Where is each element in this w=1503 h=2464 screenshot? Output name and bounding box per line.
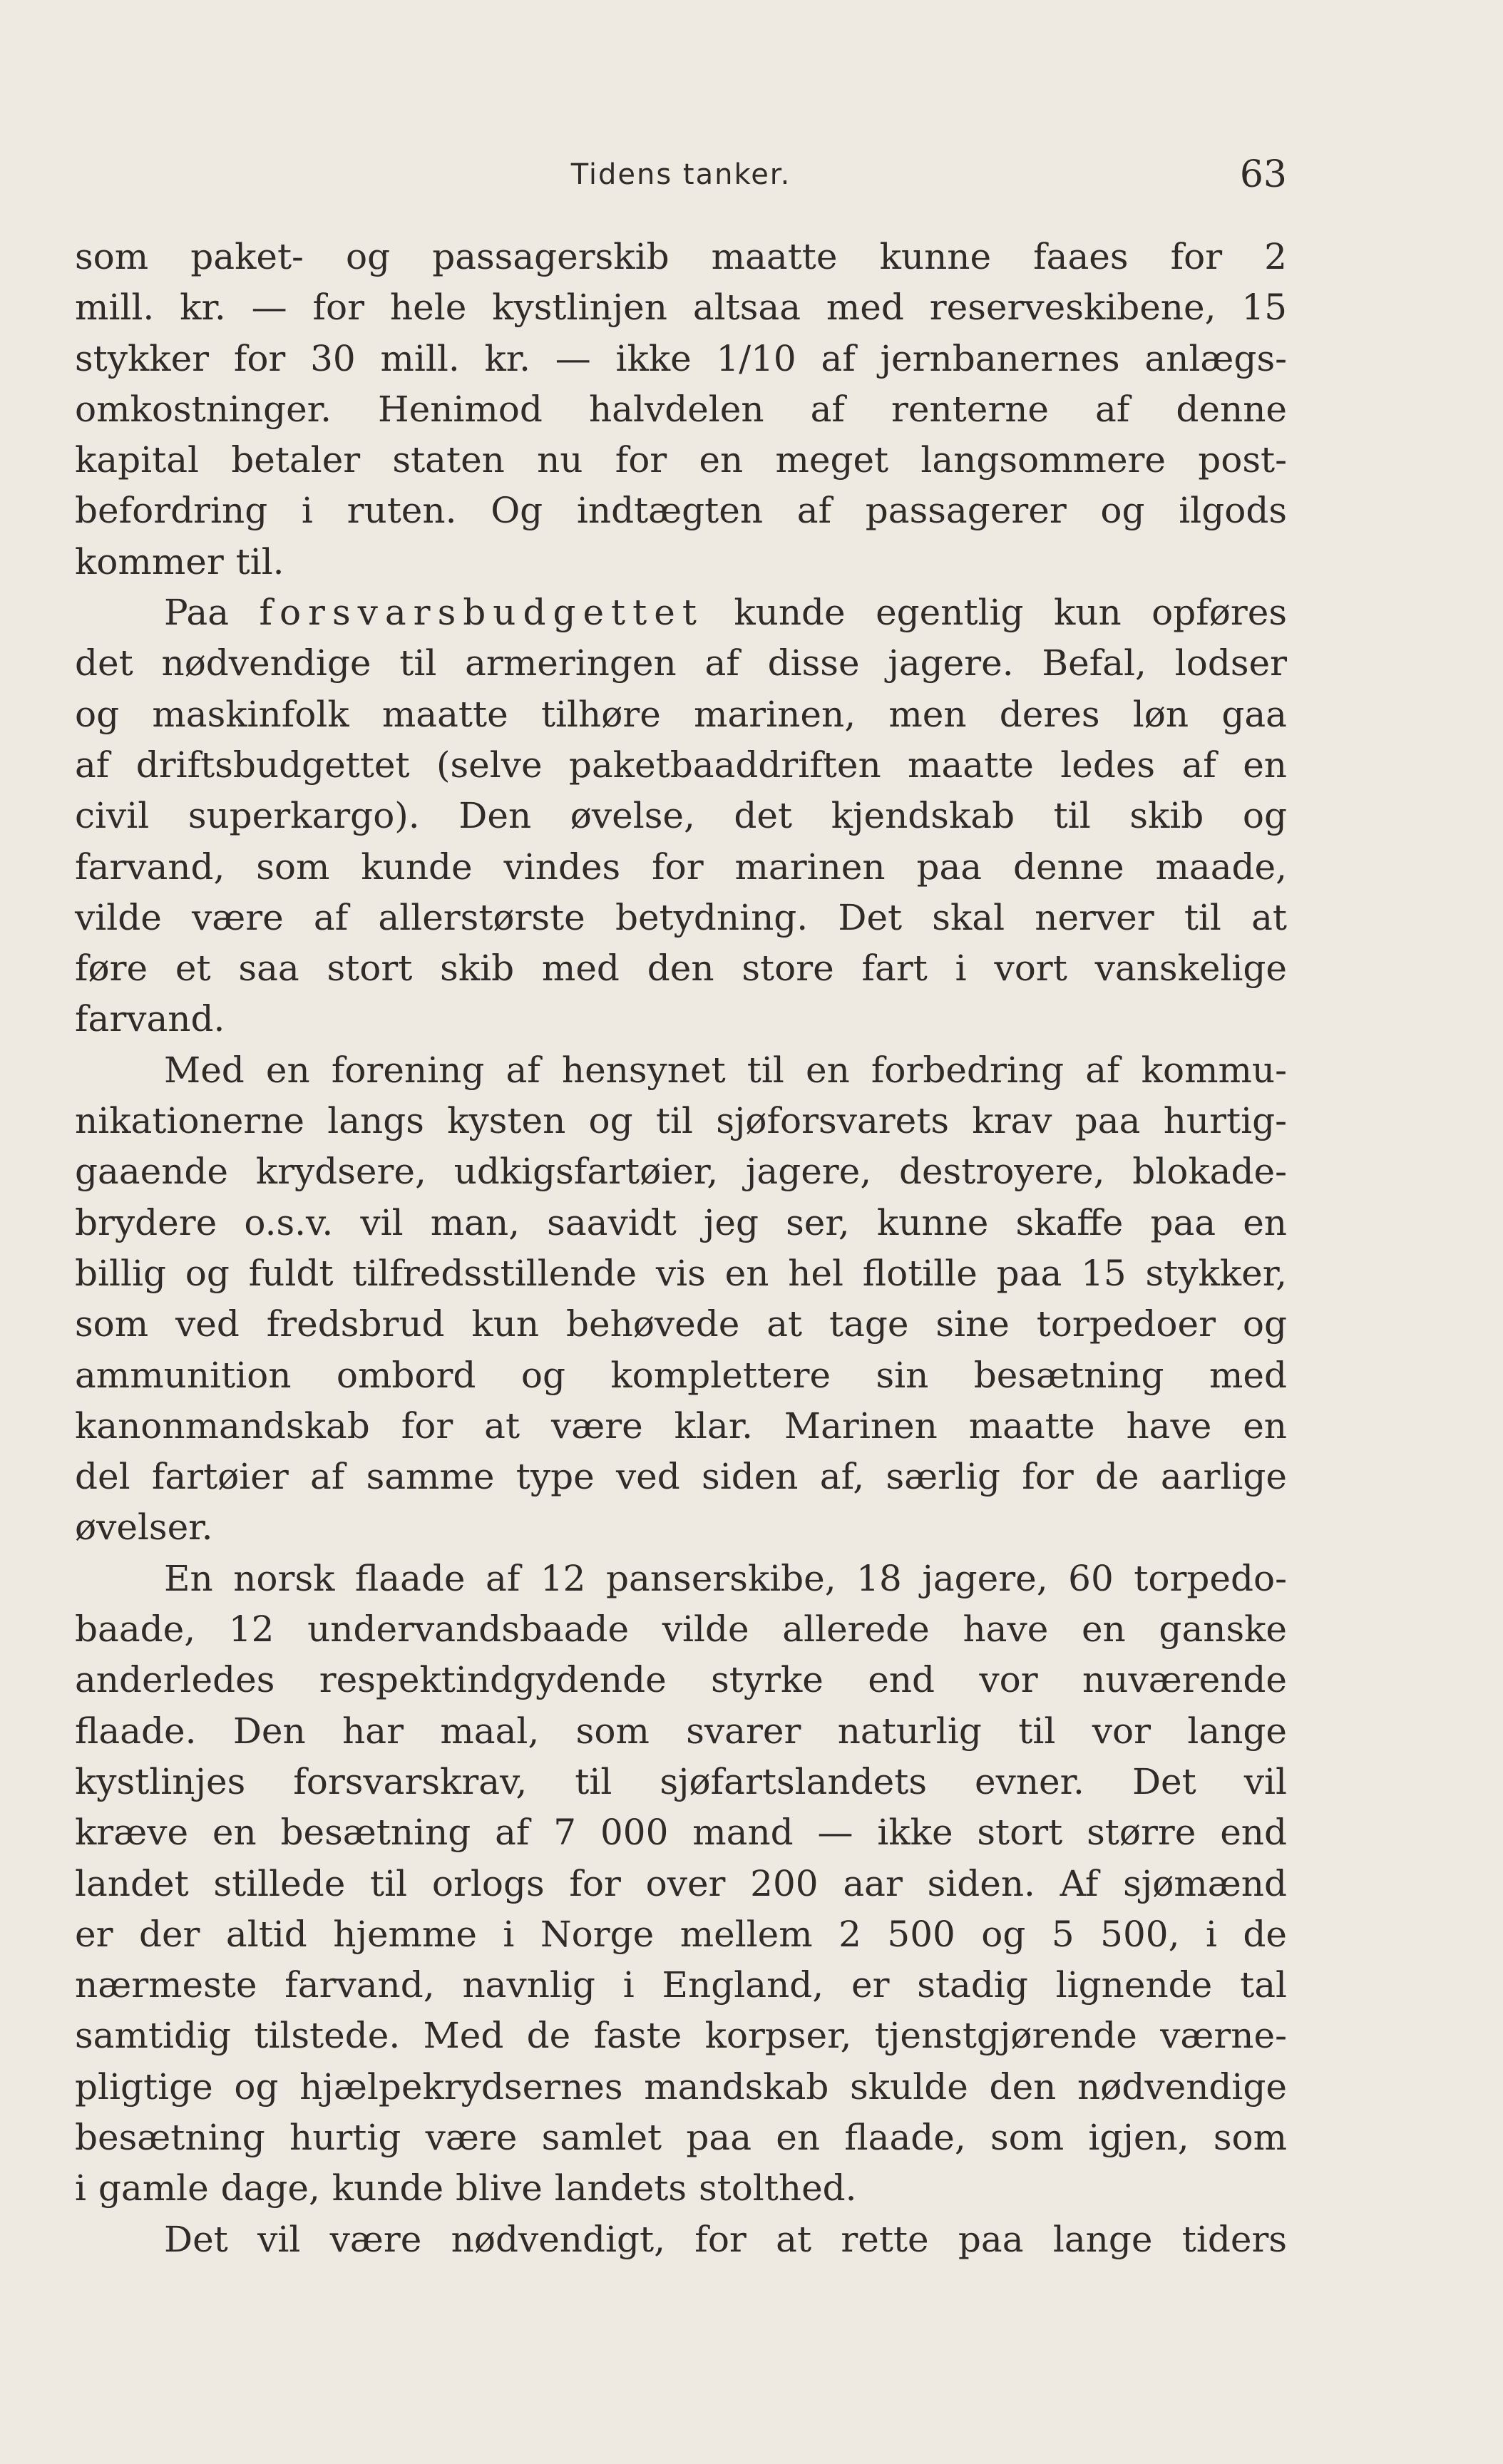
text-line: besætning hurtig være samlet paa en flaade, som igjen, som [75,2116,1287,2158]
text-line: baade, 12 undervandsbaade vilde allerede have en ganske [75,1608,1287,1651]
text-line: kræve en besætning af 7 000 mand — ikke stort større end [75,1812,1287,1854]
paragraph-3 [75,1045,1287,1554]
paragraph-1 [75,232,1287,587]
text-line: Med en forening af hensynet til en forbedring af kommu- [164,1049,1287,1091]
text-line: pligtige og hjælpekrydsernes mandskab skulde den nødvendige [75,2065,1287,2108]
page-header [75,146,1287,203]
text-line: stykker for 30 mill. kr. — ikke 1/10 af jernbanernes anlægs- [75,337,1287,379]
paragraph-4 [75,1554,1287,2214]
text-line: nikationerne langs kysten og til sjøforsvarets krav paa hurtig- [75,1100,1287,1142]
text-line: vilde være af allerstørste betydning. Det skal nerver til at [75,896,1287,938]
text-line: En norsk flaade af 12 panserskibe, 18 jagere, 60 torpedo- [164,1557,1287,1599]
body-text [75,232,1287,2265]
text-line: er der altid hjemme i Norge mellem 2 500 og 5 500, i de [75,1913,1287,1955]
text-line: Det vil være nødvendigt, for at rette paa lange tiders [164,2218,1287,2260]
text-line: anderledes respektindgydende styrke end vor nuværende [75,1659,1287,1701]
text-line: kapital betaler staten nu for en meget langsommere post- [75,439,1287,481]
page-number: 63 [1239,153,1287,196]
text-line: billig og fuldt tilfredsstillende vis en hel flotille paa 15 stykker, [75,1252,1287,1294]
text-line: som ved fredsbrud kun behøvede at tage sine torpedoer og [75,1303,1287,1345]
text-line: øvelser. [75,1506,213,1549]
text-line: af driftsbudgettet (selve paketbaaddriften maatte ledes af en [75,744,1287,786]
paragraph-2 [75,587,1287,1045]
emphasized-word: forsvarsbudgettet [259,592,704,634]
text-line: og maskinfolk maatte tilhøre marinen, men deres løn gaa [75,693,1287,735]
paragraph-5 [75,2214,1287,2265]
text-line: brydere o.s.v. vil man, saavidt jeg ser, kunne skaffe paa en [75,1201,1287,1243]
text-line: føre et saa stort skib med den store fart i vort vanskelige [75,948,1287,990]
text-line: nærmeste farvand, navnlig i England, er stadig lignende tal [75,1964,1287,2006]
text-line: som paket- og passagerskib maatte kunne faaes for 2 [75,236,1287,277]
text-line: det nødvendige til armeringen af disse jagere. Befal, lodser [75,642,1287,684]
text-line: kommer til. [75,540,284,582]
text-line: del fartøier af samme type ved siden af, særlig for de aarlige [75,1456,1287,1498]
text-line: farvand. [75,998,225,1040]
text-line: gaaende krydsere, udkigsfartøier, jagere, destroyere, blokade- [75,1151,1287,1193]
running-title: Tidens tanker. [570,158,791,191]
text-line: Paa forsvarsbudgettet kunde egentlig kun opføres [164,592,1287,634]
text-line: kanonmandskab for at være klar. Marinen maatte have en [75,1405,1287,1447]
text-line: samtidig tilstede. Med de faste korpser, tjenstgjørende værne- [75,2015,1287,2057]
text-line: ammunition ombord og komplettere sin besætning med [75,1354,1287,1396]
text-line: i gamle dage, kunde blive landets stolthed. [75,2167,857,2209]
text-line: landet stillede til orlogs for over 200 aar siden. Af sjømænd [75,1862,1287,1904]
text-line: mill. kr. — for hele kystlinjen altsaa med reserveskibene, 15 [75,287,1287,329]
text-line: flaade. Den har maal, som svarer naturlig til vor lange [75,1710,1287,1752]
text-line: farvand, som kunde vindes for marinen paa denne maade, [75,846,1287,888]
text-line: kystlinjes forsvarskrav, til sjøfartslandets evner. Det vil [75,1760,1287,1802]
text-line: befordring i ruten. Og indtægten af passagerer og ilgods [75,490,1287,532]
text-line: omkostninger. Henimod halvdelen af renterne af denne [75,388,1287,430]
text-line: civil superkargo). Den øvelse, det kjendskab til skib og [75,795,1287,837]
